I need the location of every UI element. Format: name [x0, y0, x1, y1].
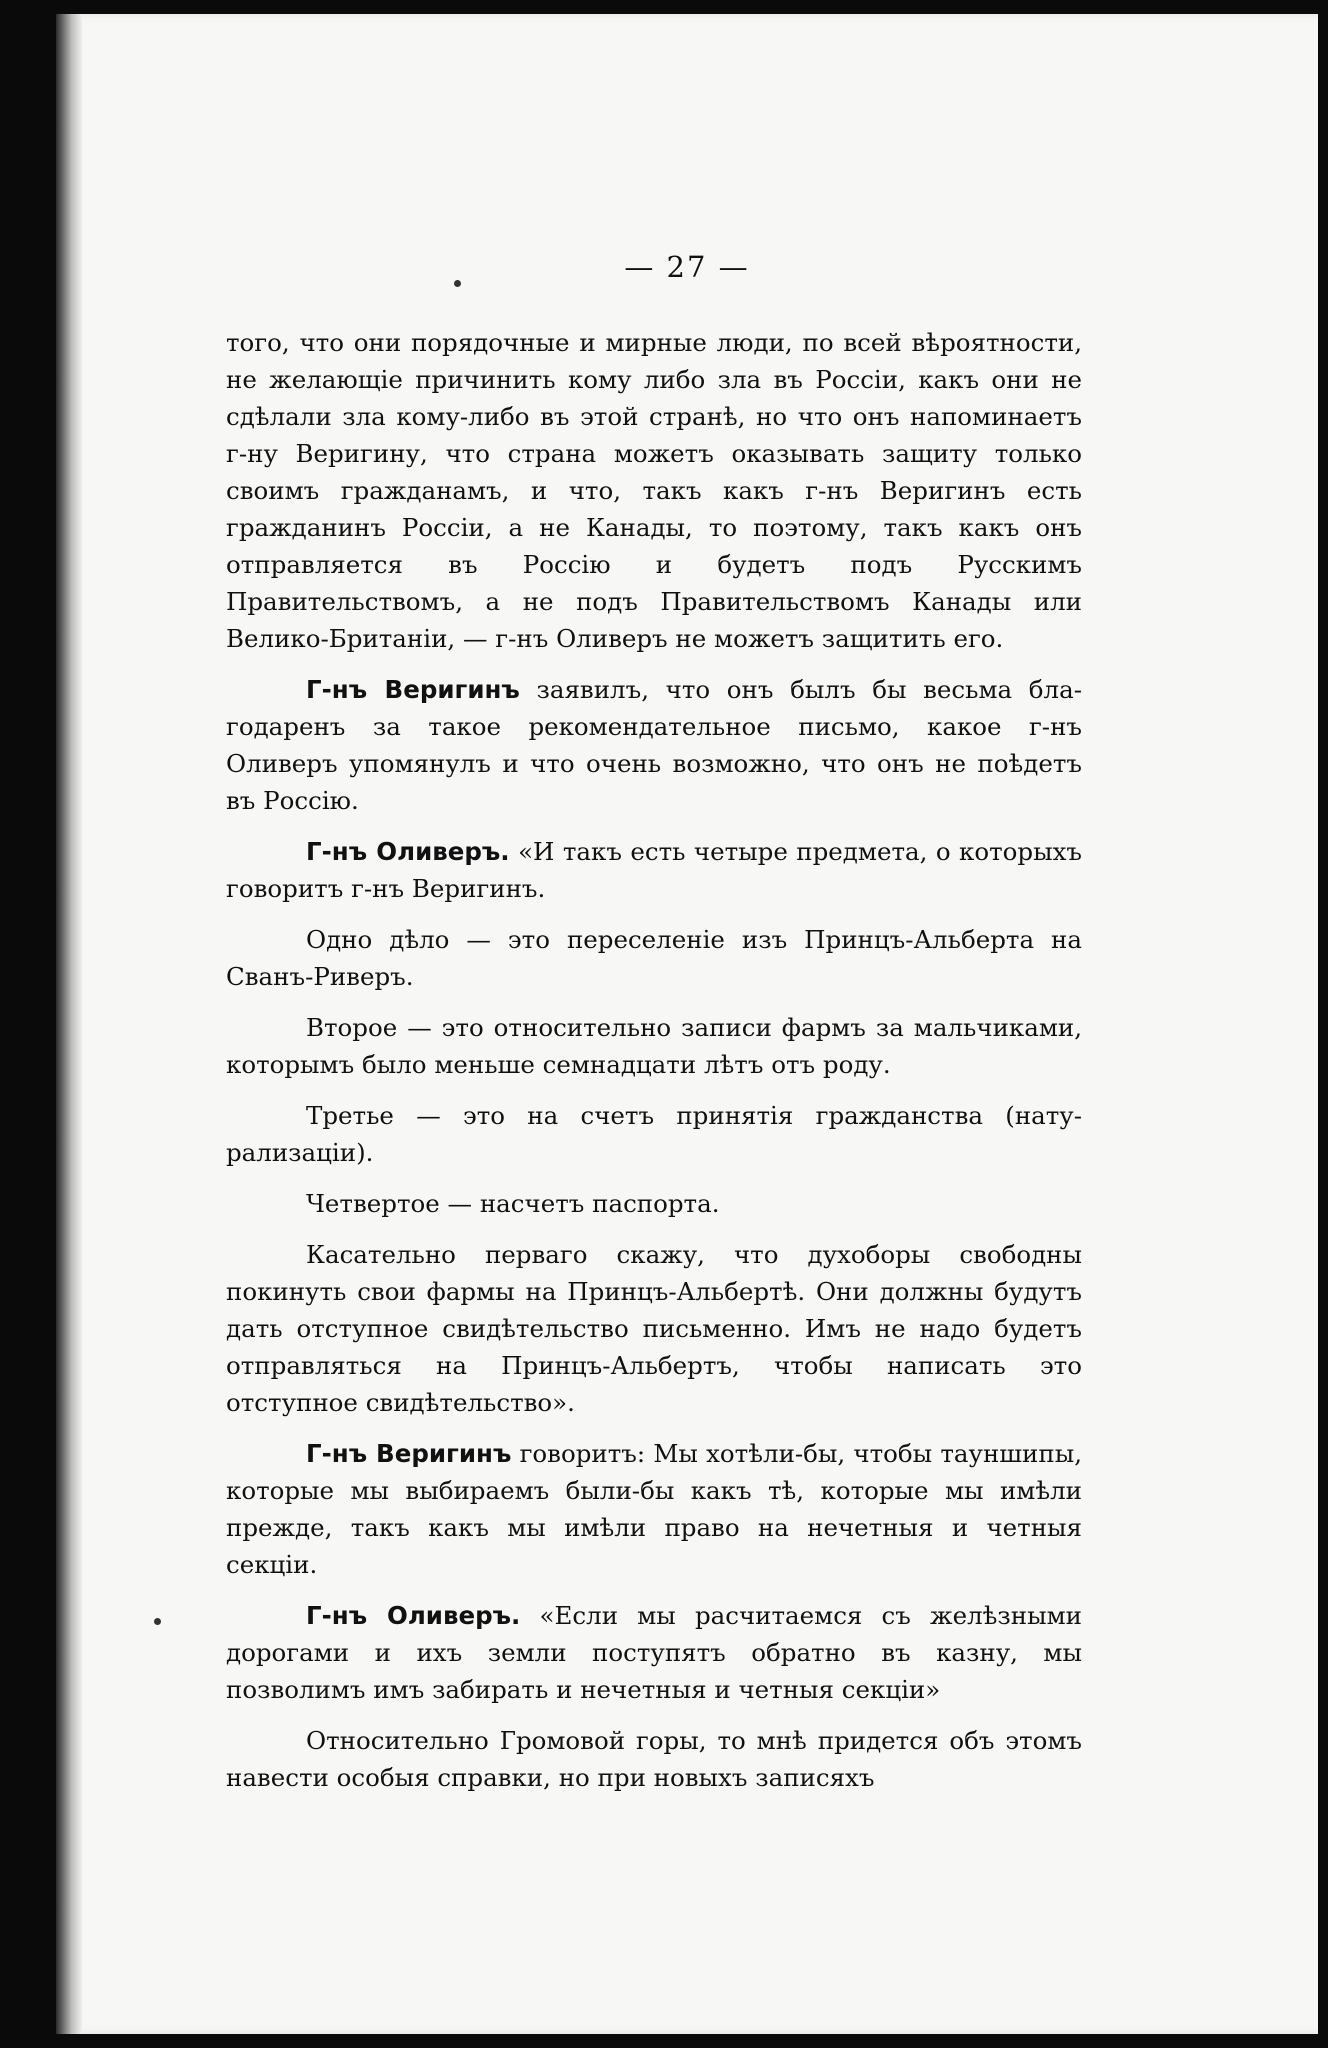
- paragraph-11: Относительно Громовой горы, то мнѣ придется объ этомъ навести особыя справки, но при новыхъ записяхъ: [226, 1726, 1082, 1792]
- paragraph-9: Г-нъ Веригинъ говоритъ: Мы хотѣли-бы, чтобы тауншипы, которые мы выбираемъ были-бы какъ тѣ, которые мы имѣли прежде, такъ какъ мы имѣли право на нечетныя и четныя секціи.: [226, 1439, 1082, 1579]
- paragraph-4: Одно дѣло — это переселеніе изъ Принцъ-Альберта на Сванъ-Риверъ.: [226, 925, 1082, 991]
- paragraph-3: Г-нъ Оливеръ. «И такъ есть четыре предмета, о которыхъ говоритъ г-нъ Веригинъ.: [226, 837, 1082, 903]
- paragraph-2: Г-нъ Веригинъ заявилъ, что онъ былъ бы весьма благодаренъ за такое рекомендательное письмо, какое г-нъ Оливеръ упомянулъ и что очень возможно, что онъ не поѣдетъ въ Россію.: [226, 675, 1082, 815]
- paragraph-1: того, что они порядочные и мирные люди, по всей вѣроятности, не желающіе причинить кому либо зла въ Россіи, какъ они не сдѣлали зла кому-либо въ этой странѣ, но что онъ напоминаетъ г-ну Веригину, что страна можетъ оказывать защиту только своимъ гражданамъ, и что, такъ какъ г-нъ Веригинъ есть гражданинъ Россіи, а не Канады, то поэтому, такъ какъ онъ отправляется въ Россію и будетъ подъ Русскимъ Правительствомъ, а не подъ Правительствомъ Канады или Велико-Британіи, — г-нъ Оливеръ не можетъ защитить его.: [226, 328, 1082, 653]
- page-text: [226, 324, 1082, 1810]
- speaker-name: Г-нъ Веригинъ: [306, 675, 520, 704]
- speaker-name: Г-нъ Оливеръ.: [306, 1601, 521, 1630]
- ink-speck: [154, 1618, 161, 1625]
- book-page: [56, 14, 1318, 2034]
- paragraph-10: Г-нъ Оливеръ. «Если мы расчитаемся съ желѣзными дорогами и ихъ земли поступятъ обратно въ казну, мы позволимъ имъ забирать и нечетныя и четныя секціи»: [226, 1601, 1082, 1704]
- paragraph-6: Третье — это на счетъ принятія гражданства (натурализаціи).: [226, 1101, 1082, 1167]
- paragraph-5: Второе — это относительно записи фармъ за мальчиками, которымъ было меньше семнадцати лѣтъ отъ роду.: [226, 1013, 1082, 1079]
- speaker-name: Г-нъ Веригинъ: [306, 1439, 512, 1468]
- paragraph-8: Касательно перваго скажу, что духоборы свободны покинуть свои фармы на Принцъ-Альбертѣ. Они должны будутъ дать отступное свидѣтельство письменно. Имъ не надо будетъ отправляться на Принцъ-Альбертъ, чтобы написать это отступное свидѣтельство».: [226, 1240, 1082, 1417]
- page-spine-shadow: [56, 14, 82, 2034]
- speaker-name: Г-нъ Оливеръ.: [306, 837, 510, 866]
- page-number: — 27 —: [624, 250, 750, 284]
- paragraph-7: Четвертое — насчетъ паспорта.: [306, 1189, 720, 1218]
